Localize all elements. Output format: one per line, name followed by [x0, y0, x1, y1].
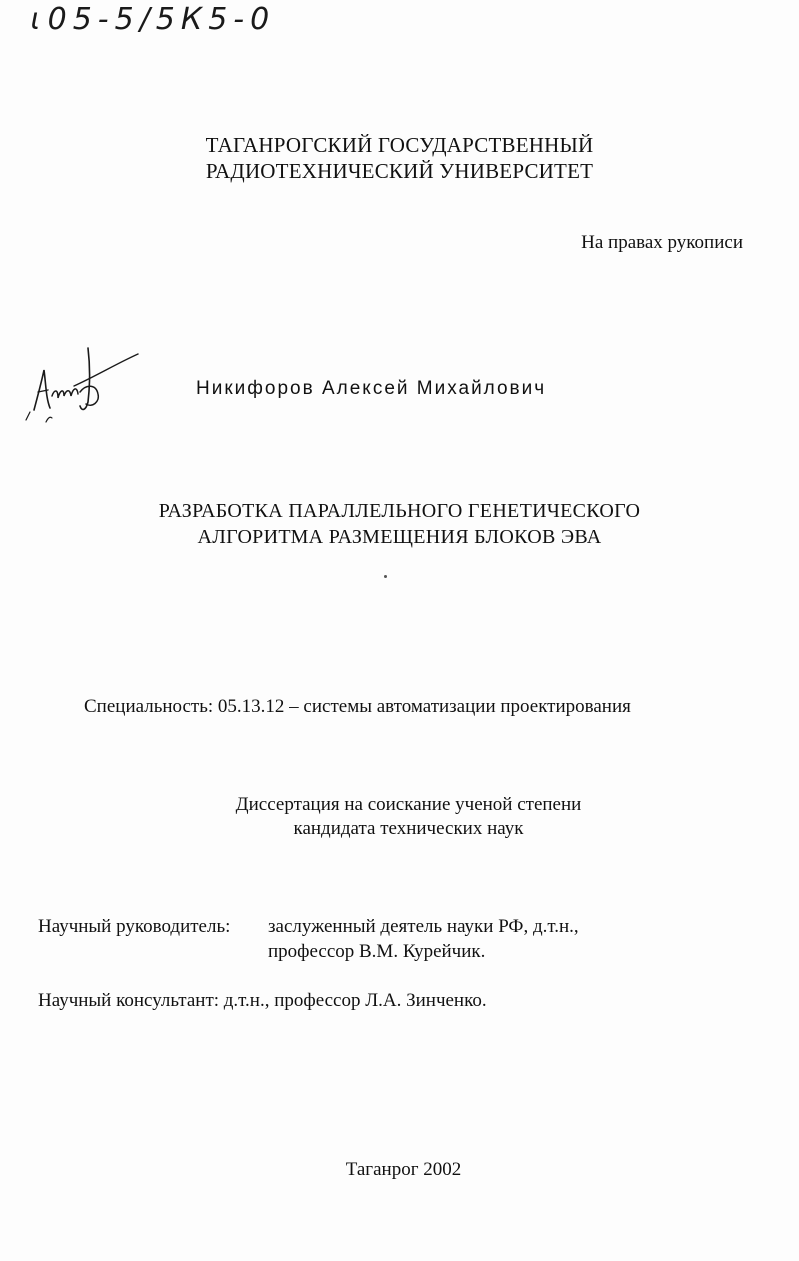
consultant-line: Научный консультант: д.т.н., профессор Л.А. Зинченко. — [38, 990, 487, 1011]
supervisor-line-1: заслуженный деятель науки РФ, д.т.н., — [268, 916, 579, 937]
degree-line-1: Диссертация на соискание ученой степени — [235, 794, 582, 815]
specialty-line: Специальность: 05.13.12 – системы автоматизации проектирования — [84, 696, 631, 717]
title-line-2: АЛГОРИТМА РАЗМЕЩЕНИЯ БЛОКОВ ЭВА — [197, 526, 602, 548]
author-name: Никифоров Алексей Михайлович — [196, 378, 547, 399]
university-line-2: РАДИОТЕХНИЧЕСКИЙ УНИВЕРСИТЕТ — [205, 159, 594, 183]
degree-line-2: кандидата технических наук — [293, 818, 524, 839]
university-line-1: ТАГАНРОГСКИЙ ГОСУДАРСТВЕННЫЙ — [205, 133, 594, 157]
rights-note: На правах рукописи — [581, 232, 743, 253]
ink-speck — [384, 575, 387, 578]
supervisor-label: Научный руководитель: — [38, 916, 231, 937]
city-year: Таганрог 2002 — [345, 1159, 462, 1180]
dissertation-title — [0, 498, 799, 550]
university-name — [0, 132, 799, 184]
handwritten-archive-code: ɩ05-5/5К5-0 — [30, 2, 276, 37]
degree-statement — [0, 793, 799, 841]
title-line-1: РАЗРАБОТКА ПАРАЛЛЕЛЬНОГО ГЕНЕТИЧЕСКОГО — [158, 500, 641, 522]
supervisor-line-2: профессор В.М. Курейчик. — [268, 941, 486, 962]
